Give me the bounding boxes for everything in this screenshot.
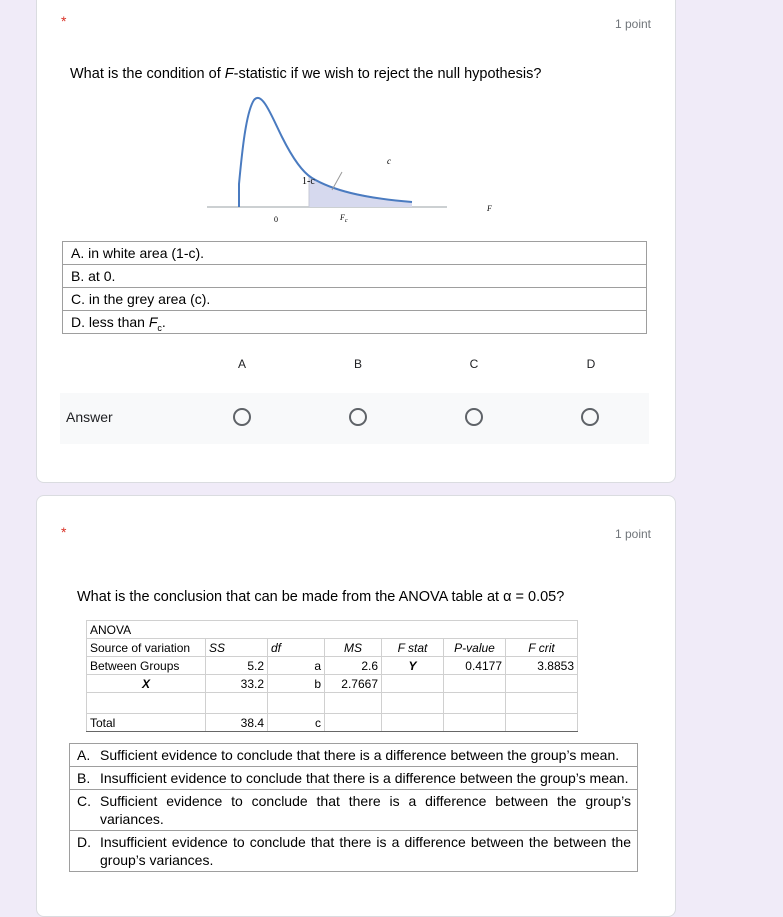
required-asterisk: * (61, 524, 67, 540)
grid-column-c: C (469, 357, 479, 371)
table-cell: 33.2 (206, 675, 268, 693)
table-cell (206, 693, 268, 714)
option-d: D. Insufficient evidence to conclude that there is a difference between the between the group’s variances. (77, 834, 631, 868)
grid-column-b: B (353, 357, 362, 371)
label-fc: $F_c$ (340, 213, 348, 224)
table-cell (268, 693, 325, 714)
option-c: C. in the grey area (c). (63, 288, 646, 311)
answer-row-label: Answer (66, 409, 113, 425)
points-label: 1 point (614, 527, 651, 541)
option-a: A. Sufficient evidence to conclude that there is a difference between the group’s mean. (70, 744, 637, 767)
table-title: ANOVA (87, 621, 206, 639)
rejection-region (309, 176, 412, 207)
table-cell (444, 675, 506, 693)
table-cell (382, 675, 444, 693)
table-title-row (87, 621, 578, 639)
table-cell (444, 693, 506, 714)
table-cell (382, 693, 444, 714)
question-title (70, 66, 541, 82)
header-df: df (268, 639, 325, 657)
answer-options-list (62, 241, 647, 334)
option-a: A. in white area (1-c). (63, 242, 646, 265)
table-cell: c (268, 714, 325, 732)
radio-b[interactable] (349, 408, 367, 426)
option-b: B. Insufficient evidence to conclude that there is a difference between the group’s mean. (70, 767, 637, 790)
header-fstat: F stat (382, 639, 444, 657)
table-cell: Y (382, 657, 444, 675)
table-cell: b (268, 675, 325, 693)
header-fcrit: F crit (506, 639, 578, 657)
header-ms: MS (325, 639, 382, 657)
answer-options-list-2 (69, 743, 638, 872)
table-cell (325, 693, 382, 714)
table-row (87, 657, 578, 675)
question-variable: F (224, 66, 234, 82)
table-cell (506, 714, 578, 732)
table-cell: Total (87, 714, 206, 732)
answer-grid-row (60, 393, 649, 444)
table-cell (506, 675, 578, 693)
points-label: 1 point (614, 17, 651, 31)
question-title: What is the conclusion that can be made from the ANOVA table at α = 0.05? (77, 589, 565, 605)
label-1-c: 1-c (302, 176, 315, 187)
table-cell: 3.8853 (506, 657, 578, 675)
radio-a[interactable] (233, 408, 251, 426)
f-distribution-figure (202, 92, 502, 232)
pointer-line (332, 172, 342, 190)
label-c: c (387, 156, 391, 166)
table-cell: 5.2 (206, 657, 268, 675)
header-pvalue: P-value (444, 639, 506, 657)
question-text-part: What is the condition of (70, 66, 225, 82)
table-cell (506, 693, 578, 714)
table-cell (444, 714, 506, 732)
table-cell (382, 714, 444, 732)
table-header-row (87, 639, 578, 657)
table-cell: 38.4 (206, 714, 268, 732)
table-cell: Between Groups (87, 657, 206, 675)
table-cell (87, 693, 206, 714)
anova-table (86, 620, 578, 732)
table-cell: 2.7667 (325, 675, 382, 693)
option-c: C. Sufficient evidence to conclude that there is a difference between the group’s variances. (70, 790, 637, 831)
table-cell: 2.6 (325, 657, 382, 675)
table-cell: 0.4177 (444, 657, 506, 675)
table-cell: a (268, 657, 325, 675)
question-text-part: -statistic if we wish to reject the null hypothesis? (233, 66, 542, 82)
table-row-total (87, 714, 578, 732)
table-cell (325, 714, 382, 732)
required-asterisk: * (61, 13, 67, 29)
option-b: B. at 0. (63, 265, 646, 288)
label-zero: 0 (274, 215, 278, 224)
grid-column-d: D (586, 357, 596, 371)
table-row (87, 693, 578, 714)
header-source: Source of variation (87, 639, 206, 657)
radio-c[interactable] (465, 408, 483, 426)
table-cell: X (87, 675, 206, 693)
option-d: D. less than $F_c$. (71, 314, 166, 333)
radio-d[interactable] (581, 408, 599, 426)
table-row (87, 675, 578, 693)
header-ss: SS (206, 639, 268, 657)
grid-column-a: A (237, 357, 246, 371)
label-f: F (487, 204, 492, 213)
